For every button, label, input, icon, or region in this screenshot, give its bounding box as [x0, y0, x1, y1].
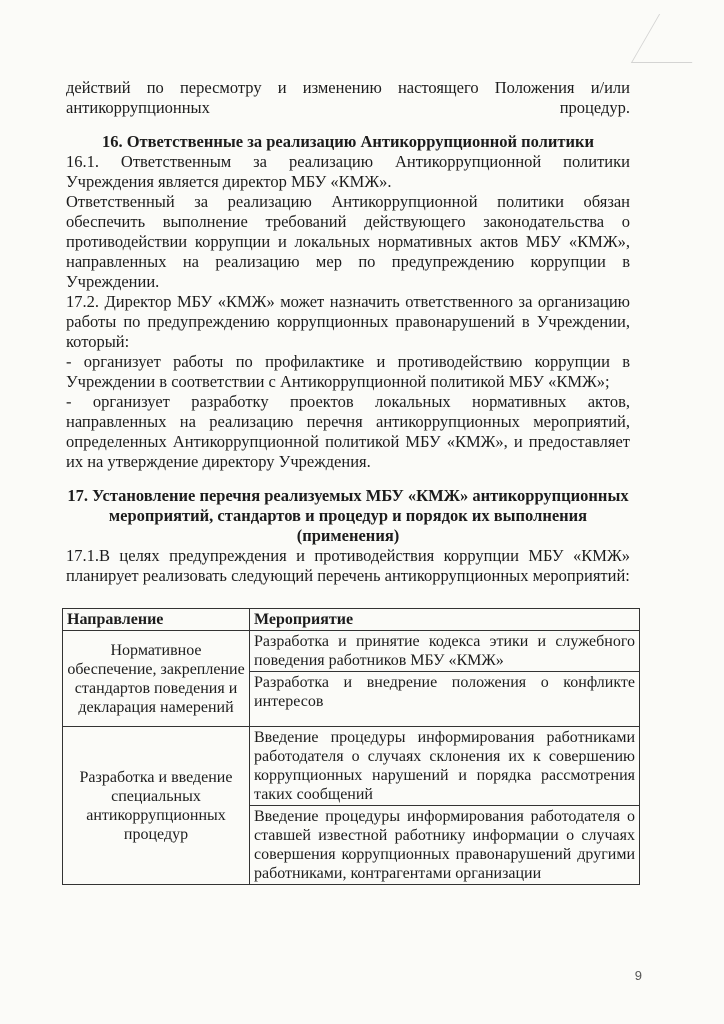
section-16-paragraph-2: Ответственный за реализацию Антикоррупционной политики обязан обеспечить выполнение требований действующего законодательства о противодействии коррупции и локальных нормативных актов МБУ «КМЖ», направленных на реализацию мер по предупреждению коррупции в Учреждении.: [66, 192, 630, 291]
table-header-measure: Мероприятие: [250, 609, 640, 631]
section-16-heading: 16. Ответственные за реализацию Антикоррупционной политики: [101, 132, 595, 151]
section-16-paragraph-5: - организует разработку проектов локальных нормативных актов, направленных на реализацию перечня антикоррупционных мероприятий, определенных Антикоррупционной политикой МБУ «КМЖ», и предоставляет их на утверждение директору Учреждения.: [66, 392, 630, 471]
table-row: [63, 727, 640, 806]
table-header-direction: Направление: [63, 609, 250, 631]
page-number: 9: [634, 968, 642, 983]
table-cell-measure: Введение процедуры информирования работодателя о ставшей известной работнику информации о случаях совершения коррупционных правонарушений другими работниками, контрагентами организации: [250, 806, 640, 885]
section-17-heading: 17. Установление перечня реализуемых МБУ «КМЖ» антикоррупционных мероприятий, стандартов и процедур и порядок их выполнения (применения): [67, 486, 629, 545]
top-paragraph: действий по пересмотру и изменению настоящего Положения и/или антикоррупционных процедур.: [66, 78, 630, 117]
table-cell-measure: Разработка и внедрение положения о конфликте интересов: [250, 672, 640, 727]
section-17-paragraph-1: 17.1.В целях предупреждения и противодействия коррупции МБУ «КМЖ» планирует реализовать следующий перечень антикоррупционных мероприятий:: [66, 546, 630, 585]
table-cell-measure: Введение процедуры информирования работниками работодателя о случаях склонения их к совершению коррупционных нарушений и порядка рассмотрения таких сообщений: [250, 727, 640, 806]
section-16-paragraph-3: 17.2. Директор МБУ «КМЖ» может назначить ответственного за организацию работы по предупреждению коррупционных правонарушений в Учреждении, который:: [66, 292, 630, 351]
measures-table: [62, 608, 640, 885]
table-cell-direction: Нормативное обеспечение, закрепление стандартов поведения и декларация намерений: [63, 631, 250, 727]
page-content: [66, 78, 635, 885]
table-header-row: [63, 609, 640, 631]
section-16-paragraph-1: 16.1. Ответственным за реализацию Антикоррупционной политики Учреждения является директор МБУ «КМЖ».: [66, 152, 630, 191]
corner-fold-mark: [631, 14, 720, 63]
table-cell-direction: Разработка и введение специальных антикоррупционных процедур: [63, 727, 250, 885]
table-cell-measure: Разработка и принятие кодекса этики и служебного поведения работников МБУ «КМЖ»: [250, 631, 640, 672]
section-16-paragraph-4: - организует работы по профилактике и противодействию коррупции в Учреждении в соответствии с Антикоррупционной политикой МБУ «КМЖ»;: [66, 352, 630, 391]
table-row: [63, 631, 640, 672]
